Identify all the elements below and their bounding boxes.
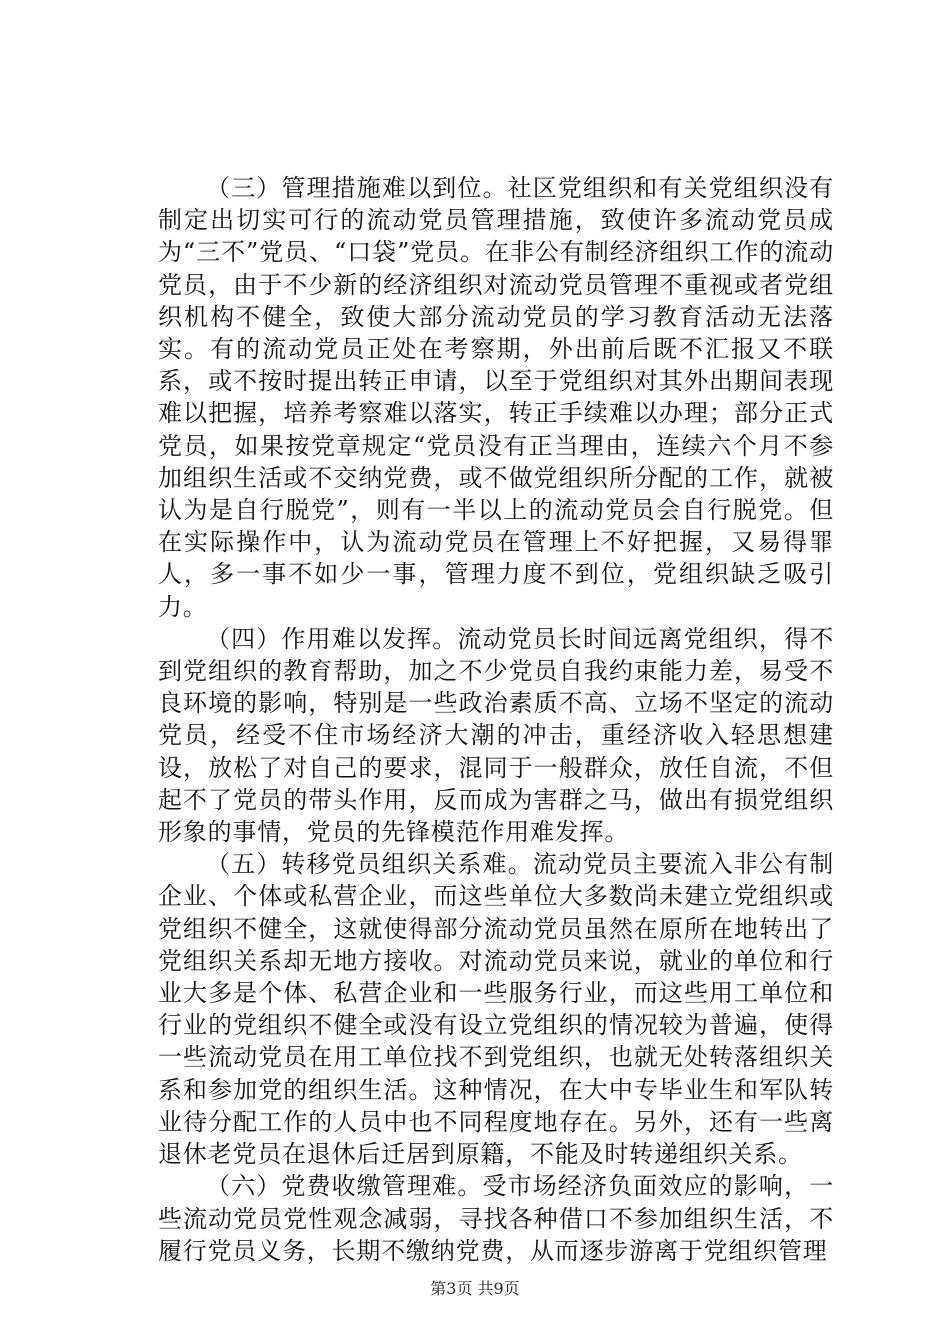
paragraph-dues-collection: （六）党费收缴管理难。受市场经济负面效应的影响，一些流动党员党性观念减弱，寻找各种借口不参加组织生活，不履行党员义务，长期不缴纳党费，从而逐步游离于党组织管理 <box>158 1172 834 1265</box>
paragraph-management-measures: （三）管理措施难以到位。社区党组织和有关党组织没有制定出切实可行的流动党员管理措施，致使许多流动党员成为“三不”党员、“口袋”党员。在非公有制经济组织工作的流动党员，由于不少新的经济组织对流动党员管理不重视或者党组织机构不健全，致使大部分流动党员的学习教育活动无法落实。有的流动党员正处在考察期，外出前后既不汇报又不联系，或不按时提出转正申请，以至于党组织对其外出期间表现难以把握，培养考察难以落实，转正手续难以办理；部分正式党员，如果按党章规定“党员没有正当理由，连续六个月不参加组织生活或不交纳党费，或不做党组织所分配的工作，就被认为是自行脱党”，则有一半以上的流动党员会自行脱党。但在实际操作中，认为流动党员在管理上不好把握，又易得罪人，多一事不如少一事，管理力度不到位，党组织缺乏吸引力。 <box>158 174 834 621</box>
paragraph-role-difficult: （四）作用难以发挥。流动党员长时间远离党组织，得不到党组织的教育帮助，加之不少党员自我约束能力差，易受不良环境的影响，特别是一些政治素质不高、立场不坚定的流动党员，经受不住市场经济大潮的冲击，重经济收入轻思想建设，放松了对自己的要求，混同于一般群众，放任自流，不但起不了党员的带头作用，反而成为害群之马，做出有损党组织形象的事情，党员的先锋模范作用难发挥。 <box>158 624 834 847</box>
page-footer: 第3页 共9页 <box>430 1279 520 1298</box>
paragraph-transfer-relations: （五）转移党员组织关系难。流动党员主要流入非公有制企业、个体或私营企业，而这些单位大多数尚未建立党组织或党组织不健全，这就使得部分流动党员虽然在原所在地转出了党组织关系却无地方接收。对流动党员来说，就业的单位和行业大多是个体、私营企业和一些服务行业，而这些用工单位和行业的党组织不健全或没有设立党组织的情况较为普遍，使得一些流动党员在用工单位找不到党组织，也就无处转落组织关系和参加党的组织生活。这种情况，在大中专毕业生和军队转业待分配工作的人员中也不同程度地存在。另外，还有一些离退休老党员在退休后迁居到原籍，不能及时转递组织关系。 <box>158 850 834 1169</box>
document-body <box>158 172 834 1267</box>
